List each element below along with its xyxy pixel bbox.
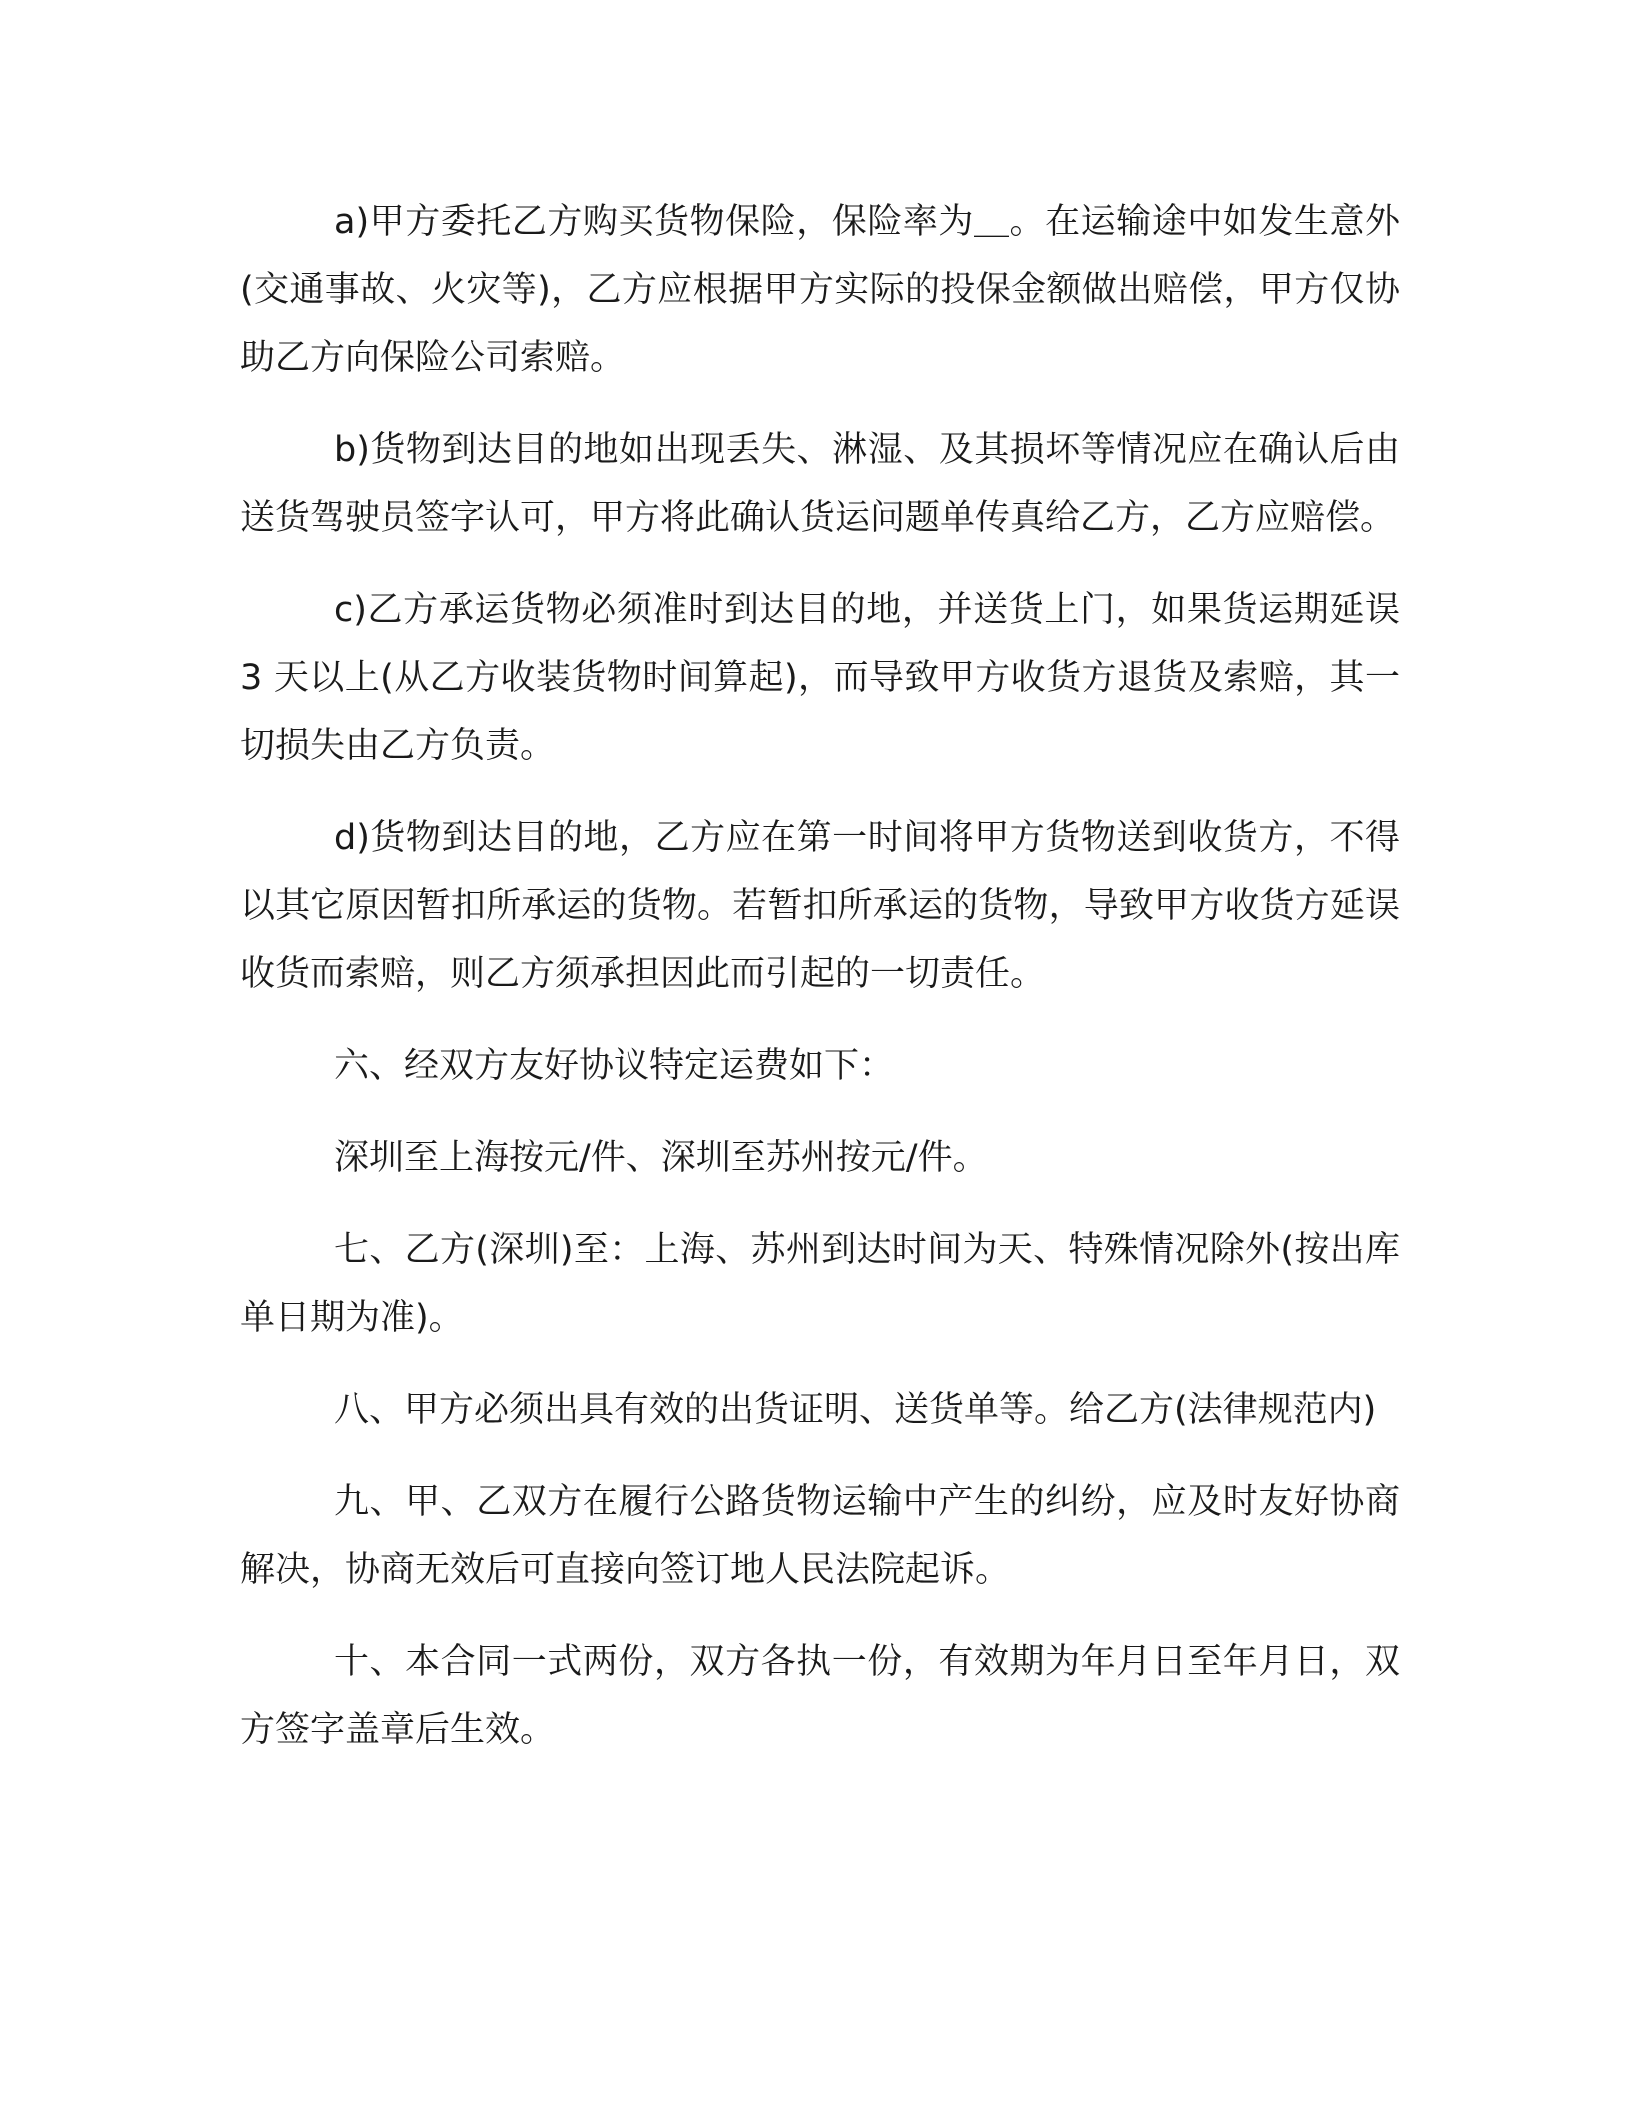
clause-10-validity: 十、本合同一式两份，双方各执一份，有效期为年月日至年月日，双方签字盖章后生效。	[240, 1642, 1400, 1750]
clause-7-arrival-time: 七、乙方(深圳)至：上海、苏州到达时间为天、特殊情况除外(按出库单日期为准)。	[240, 1230, 1400, 1338]
clause-8-shipping-proof: 八、甲方必须出具有效的出货证明、送货单等。给乙方(法律规范内)	[334, 1390, 1377, 1430]
clause-9-disputes: 九、甲、乙双方在履行公路货物运输中产生的纠纷，应及时友好协商解决，协商无效后可直接向签订地人民法院起诉。	[240, 1482, 1400, 1590]
clause-6-freight: 六、经双方友好协议特定运费如下：	[334, 1046, 895, 1086]
clause-a-insurance: a)甲方委托乙方购买货物保险，保险率为＿。在运输途中如发生意外(交通事故、火灾等)，乙方应根据甲方实际的投保金额做出赔偿，甲方仅协助乙方向保险公司索赔。	[240, 202, 1400, 378]
freight-rates: 深圳至上海按元/件、深圳至苏州按元/件。	[334, 1138, 988, 1178]
clause-c-delivery-time: c)乙方承运货物必须准时到达目的地，并送货上门，如果货运期延误 3 天以上(从乙方收装货物时间算起)，而导致甲方收货方退货及索赔，其一切损失由乙方负责。	[240, 590, 1400, 766]
clause-b-damage: b)货物到达目的地如出现丢失、淋湿、及其损坏等情况应在确认后由送货驾驶员签字认可，甲方将此确认货运问题单传真给乙方，乙方应赔偿。	[240, 430, 1400, 538]
document-body	[240, 188, 1400, 1764]
clause-d-detain-goods: d)货物到达目的地，乙方应在第一时间将甲方货物送到收货方，不得以其它原因暂扣所承运的货物。若暂扣所承运的货物，导致甲方收货方延误收货而索赔，则乙方须承担因此而引起的一切责任。	[240, 818, 1400, 994]
